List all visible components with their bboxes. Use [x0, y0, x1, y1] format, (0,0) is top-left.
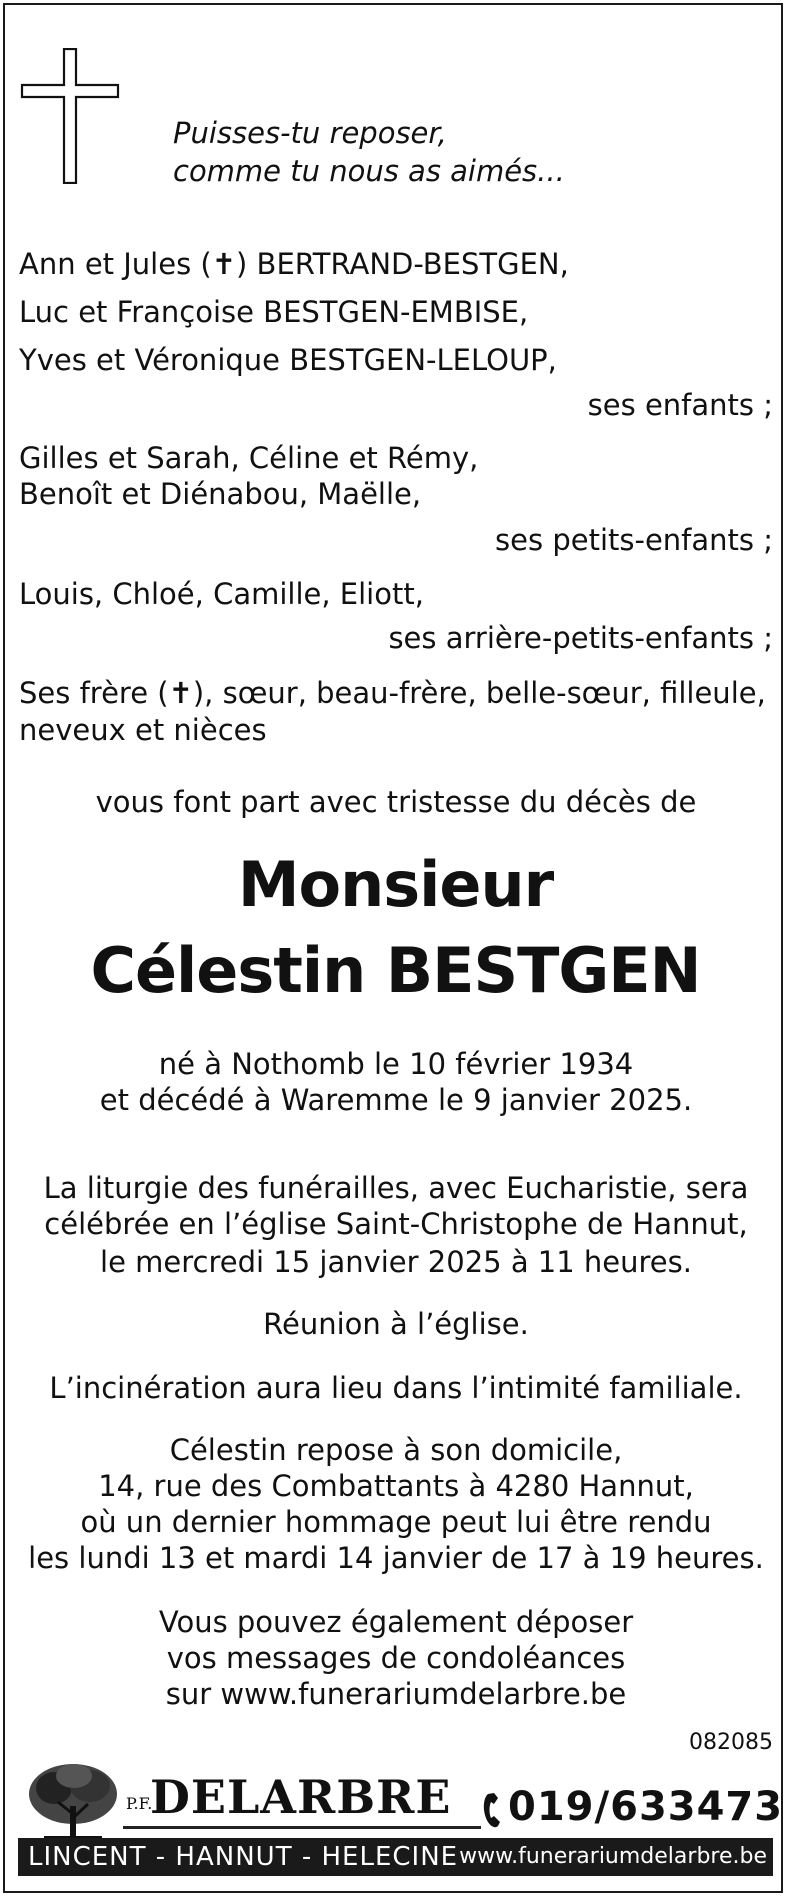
meeting-info: Réunion à l’église.	[263, 1307, 529, 1341]
rest-line-1: Célestin repose à son domicile,	[169, 1433, 623, 1467]
website-link[interactable]: www.funerariumdelarbre.be	[459, 1844, 767, 1869]
epitaph	[173, 114, 565, 190]
condolences-line-2: vos messages de condoléances	[166, 1641, 626, 1675]
phone-number: 019/633473	[508, 1784, 784, 1830]
announcement: vous font part avec tristesse du décès de	[95, 785, 697, 819]
children-relation: ses enfants ;	[587, 388, 773, 422]
children-line-1: Ann et Jules (✝) BERTRAND-BESTGEN,	[19, 247, 569, 281]
children-line-3: Yves et Véronique BESTGEN-LELOUP,	[19, 343, 557, 377]
deceased-name: Célestin BESTGEN	[90, 934, 701, 1007]
deceased-title: Monsieur	[237, 848, 554, 921]
rest-line-2: 14, rue des Combattants à 4280 Hannut,	[98, 1469, 694, 1503]
great-grandchildren-relation: ses arrière-petits-enfants ;	[388, 621, 773, 655]
death-info: et décédé à Waremme le 9 janvier 2025.	[99, 1083, 693, 1117]
towns-list: LINCENT - HANNUT - HELECINE	[28, 1842, 459, 1872]
family-line-1: Ses frère (✝), sœur, beau-frère, belle-sœur, filleule,	[19, 676, 766, 710]
footer-bar	[18, 1838, 773, 1876]
tree-logo-icon	[24, 1762, 122, 1842]
funeral-line-2: célébrée en l’église Saint-Christophe de Hannut,	[44, 1207, 748, 1241]
rest-line-4: les lundi 13 et mardi 14 janvier de 17 à 19 heures.	[28, 1541, 764, 1575]
children-line-2: Luc et Françoise BESTGEN-EMBISE,	[19, 295, 529, 329]
funeral-line-1: La liturgie des funérailles, avec Eucharistie, sera	[43, 1171, 749, 1205]
cross-icon	[20, 48, 120, 184]
cremation-info: L’incinération aura lieu dans l’intimité familiale.	[49, 1371, 743, 1405]
phone-icon	[480, 1790, 508, 1830]
condolences-line-3: sur www.funerariumdelarbre.be	[165, 1677, 627, 1711]
epitaph-line-1: Puisses-tu reposer,	[173, 116, 447, 150]
birth-info: né à Nothomb le 10 février 1934	[158, 1047, 634, 1081]
brand-underline	[123, 1826, 481, 1829]
family-line-2: neveux et nièces	[19, 713, 267, 747]
rest-line-3: où un dernier hommage peut lui être rendu	[80, 1505, 712, 1539]
funeral-line-3: le mercredi 15 janvier 2025 à 11 heures.	[100, 1245, 692, 1279]
pf-label: P.F.	[126, 1794, 153, 1813]
condolences-line-1: Vous pouvez également déposer	[158, 1605, 634, 1639]
brand-name: DELARBRE	[150, 1770, 452, 1824]
grandchildren-line-1: Gilles et Sarah, Céline et Rémy,	[19, 441, 479, 475]
epitaph-line-2: comme tu nous as aimés...	[173, 154, 565, 188]
grandchildren-relation: ses petits-enfants ;	[495, 523, 773, 557]
great-grandchildren-line-1: Louis, Chloé, Camille, Eliott,	[19, 577, 424, 611]
funeral-home-footer	[18, 1762, 784, 1887]
reference-number: 082085	[689, 1730, 773, 1755]
grandchildren-line-2: Benoît et Diénabou, Maëlle,	[19, 477, 422, 511]
